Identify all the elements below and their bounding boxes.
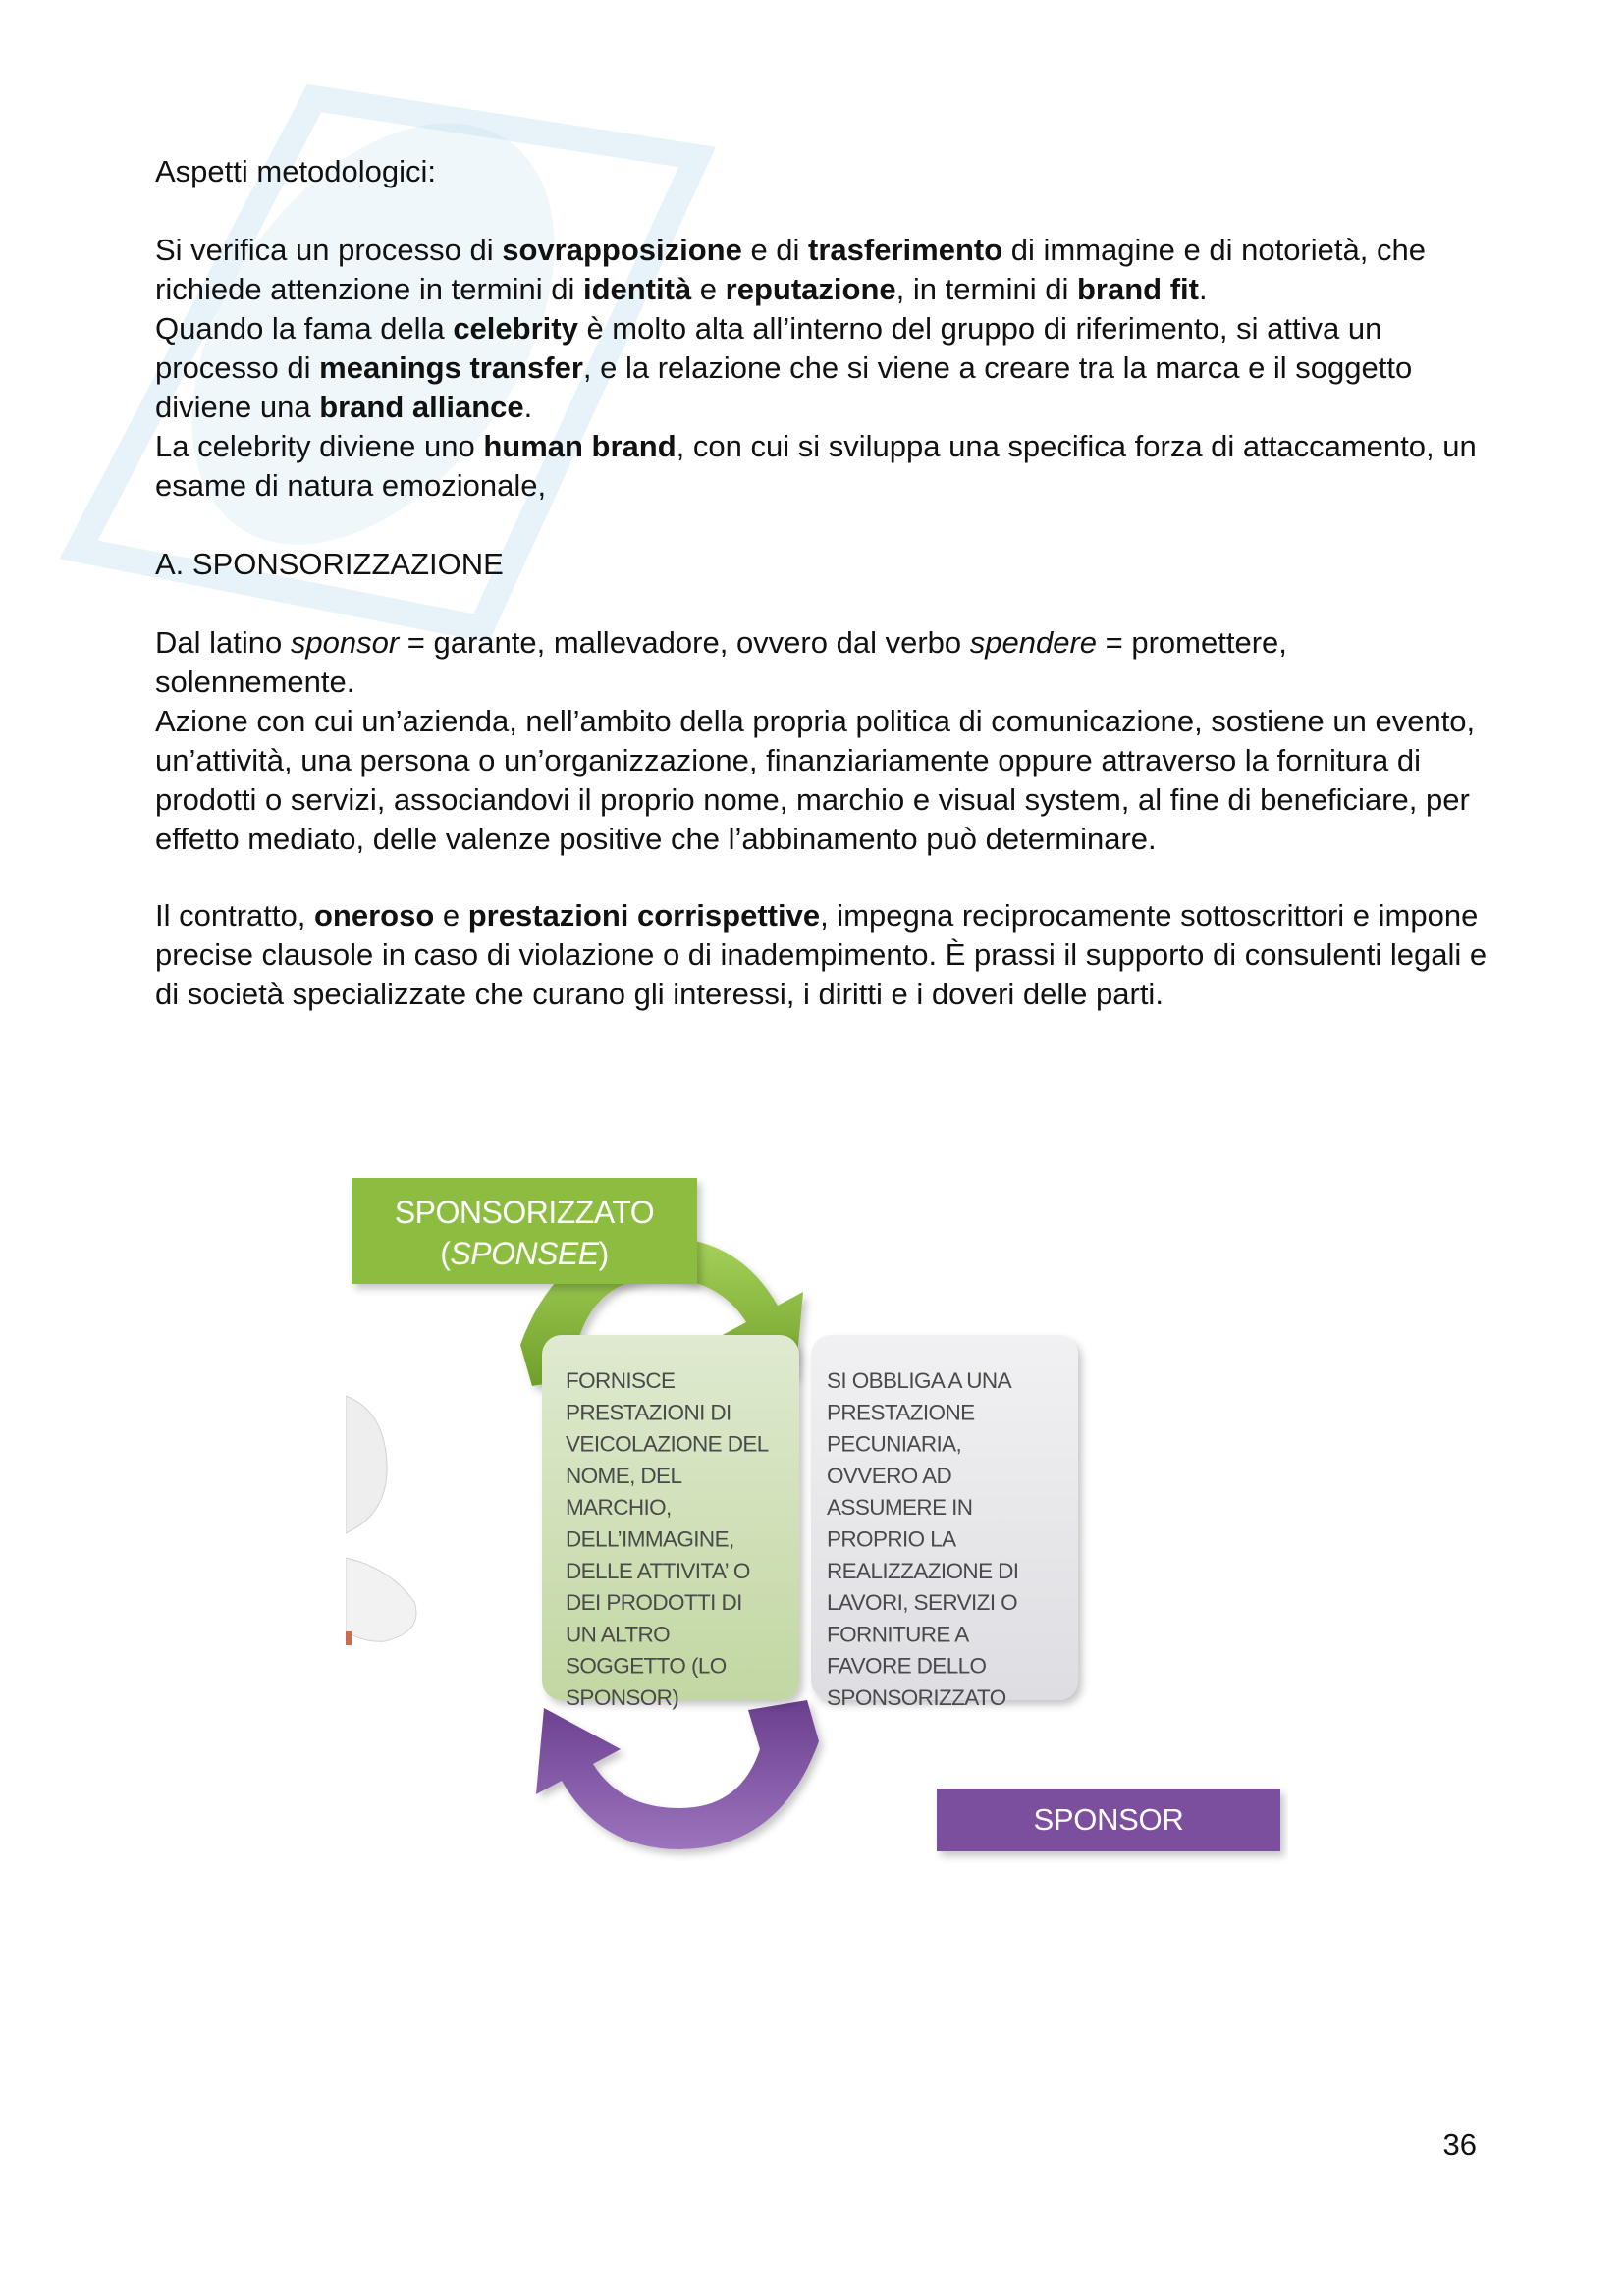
panel-text-line: FORNITURE A <box>827 1622 969 1647</box>
text-run: , con cui si sviluppa una specifica forza di attaccamento, un esame di natura emozionale, <box>155 429 1477 503</box>
text-run: , impegna reciprocamente sottoscrittori e impone precise clausole in caso di violazione o di inadempimento. È prassi il supporto di consulenti legali e di società specializzate che curano gli interessi, i diritti e i doveri delle parti. <box>155 898 1488 1011</box>
bold-term: prestazioni corrispettive <box>467 898 821 933</box>
panel-text-line: UN ALTRO <box>566 1622 671 1647</box>
panel-text-line: OVVERO AD <box>827 1463 952 1488</box>
purple-cycle-arrow <box>536 1700 819 1849</box>
figure-illustration <box>346 1396 416 1645</box>
panel-text-line: NOME, DEL <box>566 1463 682 1488</box>
text-run: Si verifica un processo di <box>155 233 503 267</box>
text-run: Il contratto, <box>155 898 314 933</box>
panel-text-line: DELL’IMMAGINE, <box>566 1526 734 1552</box>
paragraph-human-brand <box>155 427 1490 506</box>
text-run: La celebrity diviene uno <box>155 429 484 463</box>
text-run: , in termini di <box>895 272 1077 306</box>
text-run: . <box>523 390 533 424</box>
text-run: e di <box>741 233 809 267</box>
body-text <box>155 152 1490 1014</box>
bold-term: oneroso <box>313 898 435 933</box>
bold-term: reputazione <box>725 272 896 306</box>
italic-term: spendere <box>969 625 1098 660</box>
text-run: Quando la fama della <box>155 311 454 346</box>
sponsee-label-box <box>352 1178 697 1284</box>
bold-term: sovrapposizione <box>502 233 742 267</box>
page-number: 36 <box>1442 2127 1477 2162</box>
panel-text-line: PRESTAZIONE <box>827 1400 975 1425</box>
panel-text-line: SPONSORIZZATO <box>827 1685 1006 1710</box>
text-run: = promettere, solennemente. <box>155 625 1287 699</box>
text-run: e <box>691 272 726 306</box>
section-heading-sponsorship: A. SPONSORIZZAZIONE <box>155 547 504 581</box>
paragraph-definition: Azione con cui un’azienda, nell’ambito della propria politica di comunicazione, sostiene un evento, un’attività, una persona o un’organizzazione, finanziariamente oppure attraverso la fornitura di prodotti o servizi, associandovi il proprio nome, marchio e visual system, al fine di beneficiare, per effetto mediato, delle valenze positive che l’abbinamento può determinare. <box>155 704 1476 856</box>
italic-term: sponsor <box>290 625 400 660</box>
text-run: Dal latino <box>155 625 291 660</box>
bold-term: meanings transfer <box>319 350 583 385</box>
panel-text-line: REALIZZAZIONE DI <box>827 1558 1019 1583</box>
sponsee-label-line2: (SPONSEE) <box>440 1236 609 1271</box>
panel-text-line: LAVORI, SERVIZI O <box>827 1590 1018 1616</box>
panel-text-line: FAVORE DELLO <box>827 1653 987 1679</box>
heading-methodological: Aspetti metodologici: <box>155 154 437 188</box>
paragraph-etymology <box>155 623 1490 702</box>
panel-text-line: FORNISCE <box>566 1368 676 1393</box>
panel-text-line: SOGGETTO (LO <box>566 1653 727 1679</box>
paragraph-overlap <box>155 231 1490 309</box>
panel-text-line: PRESTAZIONI DI <box>566 1400 731 1425</box>
bold-term: human brand <box>483 429 677 463</box>
panel-text-line: DELLE ATTIVITA’ O <box>566 1558 750 1583</box>
bold-term: brand fit <box>1076 272 1199 306</box>
text-run: , e la relazione che si viene a creare tra la marca e il soggetto diviene una <box>155 350 1413 424</box>
text-run: e <box>434 898 468 933</box>
bold-term: brand alliance <box>319 390 524 424</box>
bold-term: trasferimento <box>808 233 1003 267</box>
panel-text-line: PECUNIARIA, <box>827 1431 962 1457</box>
text-run: . <box>1198 272 1208 306</box>
panel-text-line: VEICOLAZIONE DEL <box>566 1431 769 1457</box>
panel-text-line: DEI PRODOTTI DI <box>566 1590 742 1616</box>
sponsorship-diagram <box>346 1170 1288 1877</box>
text-run: = garante, mallevadore, ovvero dal verbo <box>399 625 970 660</box>
text-run: di immagine e di notorietà, che richiede attenzione in termini di <box>155 233 1426 306</box>
bold-term: identità <box>582 272 692 306</box>
panel-text-line: MARCHIO, <box>566 1495 672 1521</box>
panel-text-line: SI OBBLIGA A UNA <box>827 1368 1011 1393</box>
panel-text-line: SPONSOR) <box>566 1685 679 1710</box>
sponsor-label: SPONSOR <box>1033 1802 1184 1837</box>
panel-text-line: ASSUMERE IN <box>827 1495 973 1521</box>
bold-term: celebrity <box>453 311 578 346</box>
paragraph-contract <box>155 896 1490 1014</box>
paragraph-celebrity <box>155 309 1490 427</box>
text-run: è molto alta all’interno del gruppo di riferimento, si attiva un processo di <box>155 311 1382 385</box>
panel-text-line: PROPRIO LA <box>827 1526 956 1552</box>
sponsee-label-line1: SPONSORIZZATO <box>394 1195 655 1230</box>
sponsor-label-box <box>937 1789 1280 1851</box>
